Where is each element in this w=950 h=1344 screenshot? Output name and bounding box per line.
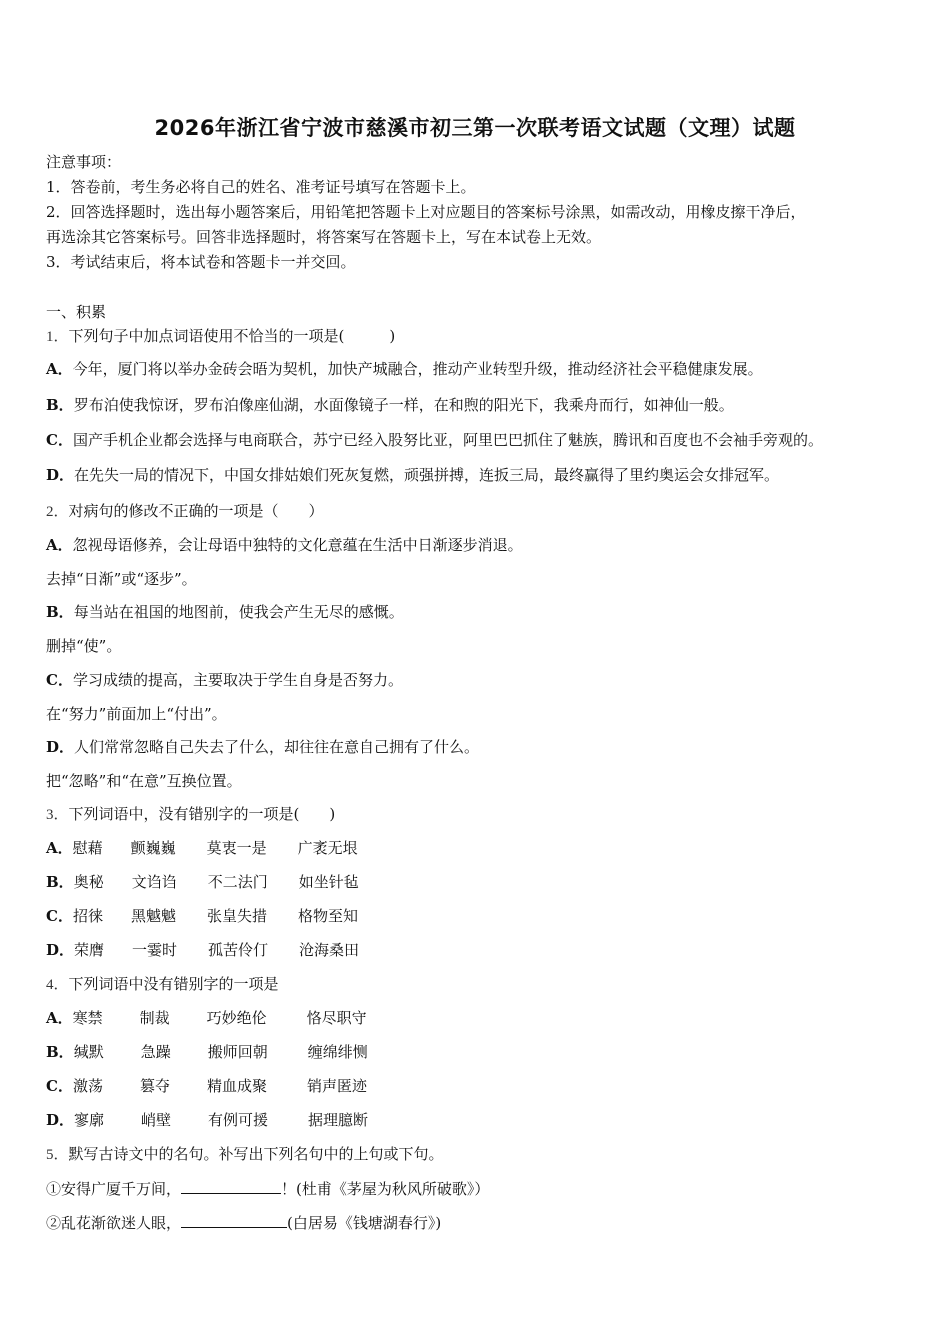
option-text: 今年，厦门将以举办金砖会晤为契机，加快产城融合，推动产业转型升级，推动经济社会平稳健康发展。 [72, 360, 763, 378]
question-1-stem [46, 326, 395, 347]
question-3-stem [46, 804, 335, 825]
notice-item: 2．回答选择题时，选出每小题答案后，用铅笔把答题卡上对应题目的答案标号涂黑，如需改动，用橡皮擦干净后， [46, 203, 806, 221]
q3-option-d [46, 940, 359, 960]
option-label: A． [46, 536, 73, 554]
word: 销声匿迹 [306, 1077, 367, 1095]
option-text: 每当站在祖国的地图前，使我会产生无尽的感慨。 [73, 603, 404, 621]
word: 一霎时 [132, 941, 178, 959]
word: 搬师回朝 [207, 1043, 268, 1061]
q4-option-d [46, 1110, 368, 1130]
word: 颤巍巍 [130, 839, 176, 857]
word: 广袤无垠 [297, 839, 358, 857]
question-text: 下列句子中加点词语使用不恰当的一项是( ) [68, 327, 396, 345]
option-label: A． [46, 1009, 73, 1027]
option-label: A． [46, 360, 73, 378]
q2-option-c-fix: 在“努力”前面加上“付出”。 [46, 705, 227, 723]
q2-option-c [46, 670, 403, 690]
item-marker: ② [46, 1214, 62, 1232]
question-text: 下列词语中没有错别字的一项是 [68, 975, 279, 993]
word: 制裁 [139, 1009, 170, 1027]
option-label: C． [46, 907, 73, 925]
word: 黑魆魆 [130, 907, 176, 925]
word: 寥廓 [74, 1111, 105, 1129]
option-label: D． [46, 738, 75, 756]
q4-option-a [46, 1008, 367, 1028]
option-text: 国产手机企业都会选择与电商联合，苏宁已经入股努比亚，阿里巴巴抓住了魅族，腾讯和百度也不会袖手旁观的。 [72, 431, 823, 449]
option-label: D． [46, 1111, 75, 1129]
notice-item: 再选涂其它答案标号。回答非选择题时，将答案写在答题卡上，写在本试卷上无效。 [46, 228, 602, 246]
q2-option-a-fix: 去掉“日渐”或“逐步”。 [46, 570, 197, 588]
q4-option-b [46, 1042, 368, 1062]
word: 荣膺 [74, 941, 105, 959]
question-number: 4． [46, 977, 69, 993]
question-text: 下列词语中，没有错别字的一项是( ) [68, 805, 336, 823]
q1-option-d [46, 465, 779, 485]
question-4-stem [46, 974, 279, 995]
word: 急躁 [140, 1043, 171, 1061]
notice-item: 1．答卷前，考生务必将自己的姓名、准考证号填写在答题卡上。 [46, 178, 476, 196]
option-text: 学习成绩的提高，主要取决于学生自身是否努力。 [72, 671, 403, 689]
notice-item: 3．考试结束后，将本试卷和答题卡一并交回。 [46, 253, 356, 271]
word: 据理臆断 [308, 1111, 369, 1129]
q2-option-b [46, 602, 404, 622]
q1-option-c [46, 430, 823, 450]
word: 文诌诌 [131, 873, 177, 891]
question-2-stem [46, 501, 324, 522]
word: 张皇失措 [206, 907, 267, 925]
q3-option-c [46, 906, 358, 926]
option-label: B． [46, 603, 74, 621]
option-text: 罗布泊使我惊讶，罗布泊像座仙湖，水面像镜子一样，在和煦的阳光下，我乘舟而行，如神仙一般。 [73, 396, 734, 414]
word: 如坐针毡 [298, 873, 359, 891]
word: 篡夺 [139, 1077, 170, 1095]
word: 沧海桑田 [299, 941, 360, 959]
option-label: B． [46, 1043, 74, 1061]
q1-option-a [46, 359, 763, 379]
word: 缄默 [73, 1043, 104, 1061]
option-label: D． [46, 941, 75, 959]
q2-option-d [46, 737, 479, 757]
item-marker: ① [46, 1180, 62, 1198]
question-text: 默写古诗文中的名句。补写出下列名句中的上句或下句。 [68, 1145, 444, 1163]
option-label: C． [46, 1077, 73, 1095]
word: 峭壁 [141, 1111, 172, 1129]
question-number: 3． [46, 807, 69, 823]
word: 奥秘 [73, 873, 104, 891]
word: 巧妙绝伦 [206, 1009, 267, 1027]
option-label: C． [46, 671, 73, 689]
option-text: 人们常常忽略自己失去了什么，却往往在意自己拥有了什么。 [74, 738, 480, 756]
page-title: 2026年浙江省宁波市慈溪市初三第一次联考语文试题（文理）试题 [154, 116, 796, 140]
question-text: 对病句的修改不正确的一项是（ ） [68, 502, 324, 520]
notice-heading: 注意事项： [46, 153, 122, 171]
question-5-stem [46, 1144, 444, 1165]
word: 缠绵绯恻 [307, 1043, 368, 1061]
word: 激荡 [72, 1077, 103, 1095]
option-label: B． [46, 873, 74, 891]
word: 招徕 [72, 907, 103, 925]
word: 精血成聚 [206, 1077, 267, 1095]
option-label: D． [46, 466, 75, 484]
q5-item-2 [46, 1212, 441, 1233]
q3-option-a [46, 838, 358, 858]
question-number: 5． [46, 1147, 69, 1163]
option-label: A． [46, 839, 73, 857]
q2-option-d-fix: 把“忽略”和“在意”互换位置。 [46, 772, 242, 790]
word: 莫衷一是 [206, 839, 267, 857]
question-number: 1． [46, 329, 69, 345]
option-label: C． [46, 431, 73, 449]
item-before: 安得广厦千万间， [61, 1180, 182, 1198]
word: 恪尽职守 [306, 1009, 367, 1027]
item-before: 乱花渐欲迷人眼， [61, 1214, 182, 1232]
word: 孤苦伶仃 [208, 941, 269, 959]
option-text: 忽视母语修养，会让母语中独特的文化意蕴在生活中日渐逐步消退。 [72, 536, 523, 554]
word: 不二法门 [207, 873, 268, 891]
word: 寒禁 [72, 1009, 103, 1027]
item-after: (白居易《钱塘湖春行》) [287, 1214, 442, 1232]
option-text: 在先失一局的情况下，中国女排姑娘们死灰复燃，顽强拼搏，连扳三局，最终赢得了里约奥运会女排冠军。 [74, 466, 780, 484]
q4-option-c [46, 1076, 367, 1096]
word: 格物至知 [297, 907, 358, 925]
option-label: B． [46, 396, 74, 414]
answer-blank[interactable] [181, 1212, 287, 1228]
q5-item-1 [46, 1178, 489, 1199]
q2-option-a [46, 535, 523, 555]
q1-option-b [46, 395, 734, 415]
q2-option-b-fix: 删掉“使”。 [46, 637, 122, 655]
q3-option-b [46, 872, 359, 892]
word: 慰藉 [72, 839, 103, 857]
word: 有例可援 [208, 1111, 269, 1129]
answer-blank[interactable] [181, 1178, 281, 1194]
item-after: ！(杜甫《茅屋为秋风所破歌》） [281, 1180, 490, 1198]
section-heading: 一、积累 [46, 303, 107, 321]
question-number: 2． [46, 504, 69, 520]
